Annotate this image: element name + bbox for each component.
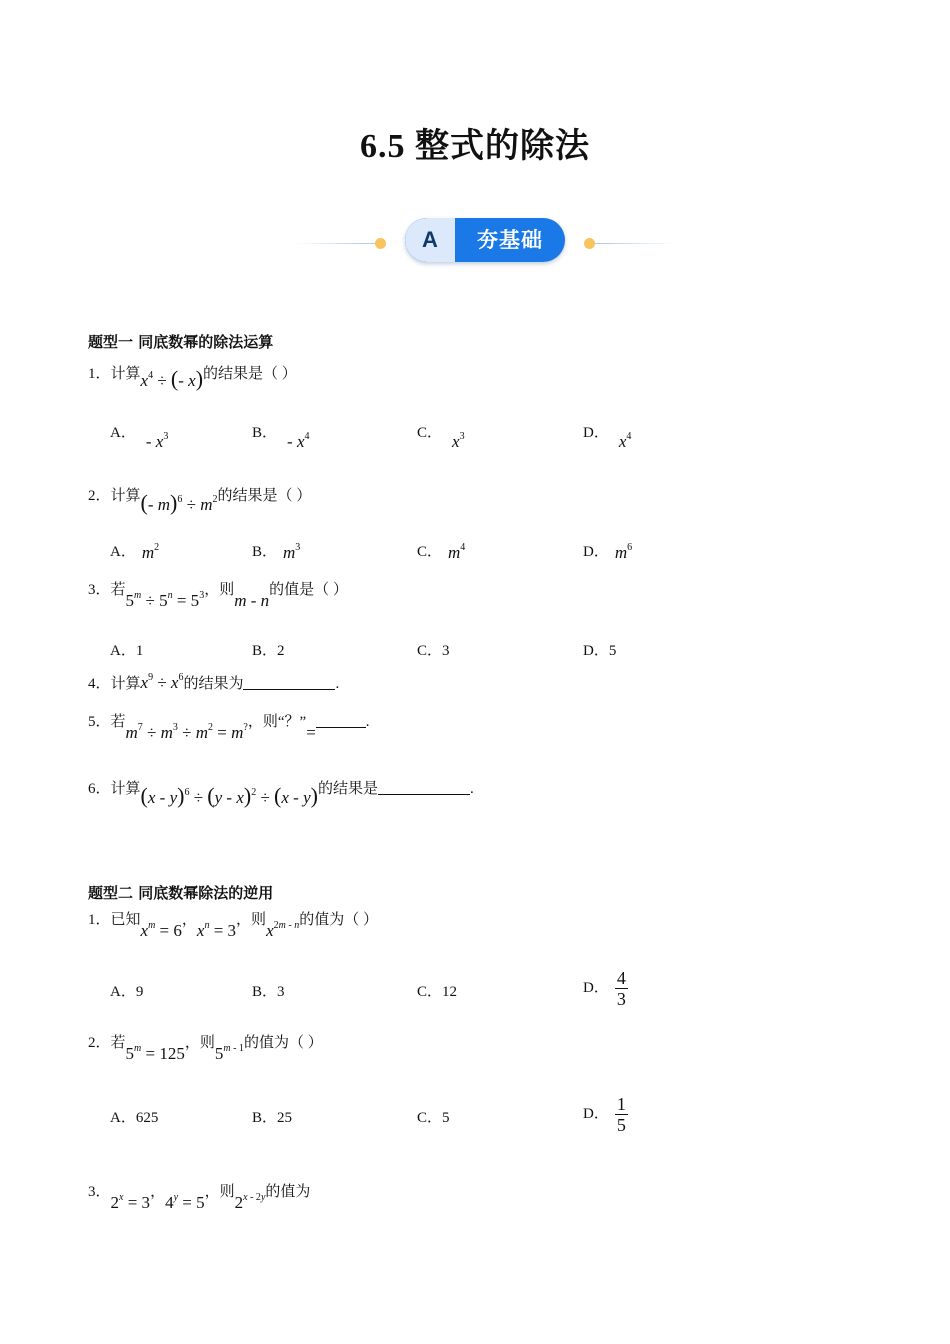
question-mid: ，则 <box>184 1035 215 1051</box>
banner-text: 夯基础 <box>477 228 543 252</box>
question-1-3 <box>88 578 348 610</box>
math-expression: $m^6$ <box>614 542 633 562</box>
option-d: D． $m^6$ <box>583 542 633 562</box>
question-2-2 <box>88 1031 323 1063</box>
math-expression: (x - y)$^6$ ÷ (y - x)$^2$ ÷ (x - y) <box>140 783 318 808</box>
math-expression: $m^4$ <box>448 542 466 562</box>
banner-dot-right <box>584 238 595 249</box>
math-expression: $x^4$ ÷ (- x) <box>140 366 204 391</box>
option-b: B．2 <box>252 643 285 659</box>
section-banner <box>295 214 675 266</box>
math-expression: $5^m = 125$ <box>125 1043 185 1063</box>
math-expression: $x^9 \div x^6$ <box>140 672 184 692</box>
question-mid: ，则“？” <box>247 714 307 730</box>
question-suffix: 的结果为 <box>183 676 244 692</box>
math-expression: $2^x = 3$ <box>110 1192 151 1212</box>
fraction: $\frac{1}{5}$ <box>616 1094 626 1135</box>
math-expression: $x^m = 6$ <box>140 920 182 940</box>
option-c: C． $x^3$ <box>417 425 465 451</box>
option-b: B．25 <box>252 1110 293 1126</box>
question-prefix: 3． <box>88 1184 111 1200</box>
question-1-1 <box>88 358 297 391</box>
option-a: A．9 <box>110 984 144 1000</box>
question-mid: ，则 <box>204 582 235 598</box>
question-suffix: 的结果是 <box>317 781 378 797</box>
question-prefix: 1．计算 <box>88 366 141 382</box>
question-prefix: 2．若 <box>88 1035 126 1051</box>
question-1-5: 5．若$m^7 \div m^3 \div m^2 = m^?$，则“？”=. <box>88 714 370 742</box>
banner-dot-left <box>375 238 386 249</box>
question-suffix: 的结果是（ ） <box>217 488 312 504</box>
banner-pill <box>405 218 565 262</box>
option-d: D． $x^4$ <box>583 425 632 451</box>
math-expression: $2^{x - 2y}$ <box>234 1192 266 1212</box>
math-expression: $m^7 \div m^3 \div m^2 = m^?$ <box>125 722 248 742</box>
option-b: B． - $x^4$ <box>252 425 310 451</box>
option-a: A．625 <box>110 1110 159 1126</box>
option-c: C．12 <box>417 984 458 1000</box>
section-heading-1: 题型一 同底数幂的除法运算 <box>88 333 274 351</box>
page-title: 6.5 整式的除法 <box>360 128 590 165</box>
question-mid: ，则 <box>236 912 267 928</box>
math-expression: - $x^4$ <box>287 431 310 451</box>
option-c: C． $m^4$ <box>417 542 466 562</box>
fraction: $\frac{4}{3}$ <box>616 968 626 1009</box>
question-prefix: 3．若 <box>88 582 126 598</box>
answer-blank[interactable] <box>316 713 366 728</box>
math-expression: (- $m)^6 \div m^2$ <box>140 490 218 515</box>
question-prefix: 5．若 <box>88 714 126 730</box>
question-suffix: 的结果是（ ） <box>203 366 297 382</box>
question-suffix: 的值为（ ） <box>243 1035 323 1051</box>
question-1-2 <box>88 480 312 515</box>
question-suffix: 的值是（ ） <box>269 582 348 598</box>
question-2-3: 3．$2^x = 3$，$4^y = 5$，则$2^{x - 2y}$的值为 <box>88 1184 311 1212</box>
option-b: B．3 <box>252 984 285 1000</box>
math-expression: $x^n = 3$ <box>196 920 237 940</box>
math-expression: 5$^{m - 1}$ <box>214 1043 244 1063</box>
option-c: C．3 <box>417 643 450 659</box>
question-prefix: 1．已知 <box>88 912 141 928</box>
question-prefix: 4．计算 <box>88 676 141 692</box>
question-suffix: 的值为（ ） <box>299 912 378 928</box>
answer-blank[interactable] <box>243 675 335 690</box>
question-1-6: 6．计算(x - y)$^6$ ÷ (y - x)$^2$ ÷ (x - y)的结果是 . <box>88 781 474 808</box>
question-prefix: 6．计算 <box>88 781 141 797</box>
math-expression: $4^y = 5$ <box>165 1192 205 1212</box>
banner-line-left <box>295 243 375 244</box>
math-expression: $5^m \div 5^n = 5^3$ <box>125 590 205 610</box>
question-suffix: 的值为 <box>265 1184 311 1200</box>
math-expression: $m^3$ <box>283 542 301 562</box>
math-expression: $x^3$ <box>452 431 465 451</box>
option-b: B． $m^3$ <box>252 542 301 562</box>
banner-letter: A <box>405 218 455 262</box>
math-expression: - $x^3$ <box>145 431 169 451</box>
banner-line-right <box>595 243 675 244</box>
option-a: A．1 <box>110 643 144 659</box>
option-d: D． $\frac{1}{5}$ <box>583 1094 626 1135</box>
question-2-1: 1．已知$x^m = 6$，$x^n = 3$，则$x^{2m - n}$的值为（ ） <box>88 912 378 940</box>
question-prefix: 2．计算 <box>88 488 141 504</box>
option-a: A． $m^2$ <box>110 542 160 562</box>
section-heading-2: 题型二 同底数幂除法的逆用 <box>88 884 274 902</box>
option-c: C．5 <box>417 1110 450 1126</box>
option-d: D． $\frac{4}{3}$ <box>583 968 626 1009</box>
option-a: A． - $x^3$ <box>110 425 169 451</box>
math-expression: $m^2$ <box>141 542 160 562</box>
math-expression: m - n <box>234 591 270 610</box>
answer-blank[interactable] <box>378 780 470 795</box>
math-expression: $x^4$ <box>618 431 632 451</box>
option-d: D．5 <box>583 643 617 659</box>
question-mid: ，则 <box>204 1184 235 1200</box>
question-1-4: 4．计算$x^9 \div x^6$的结果为 . <box>88 672 340 692</box>
equals-sign: = <box>306 723 316 742</box>
math-expression: $x^{2m - n}$ <box>266 920 300 940</box>
